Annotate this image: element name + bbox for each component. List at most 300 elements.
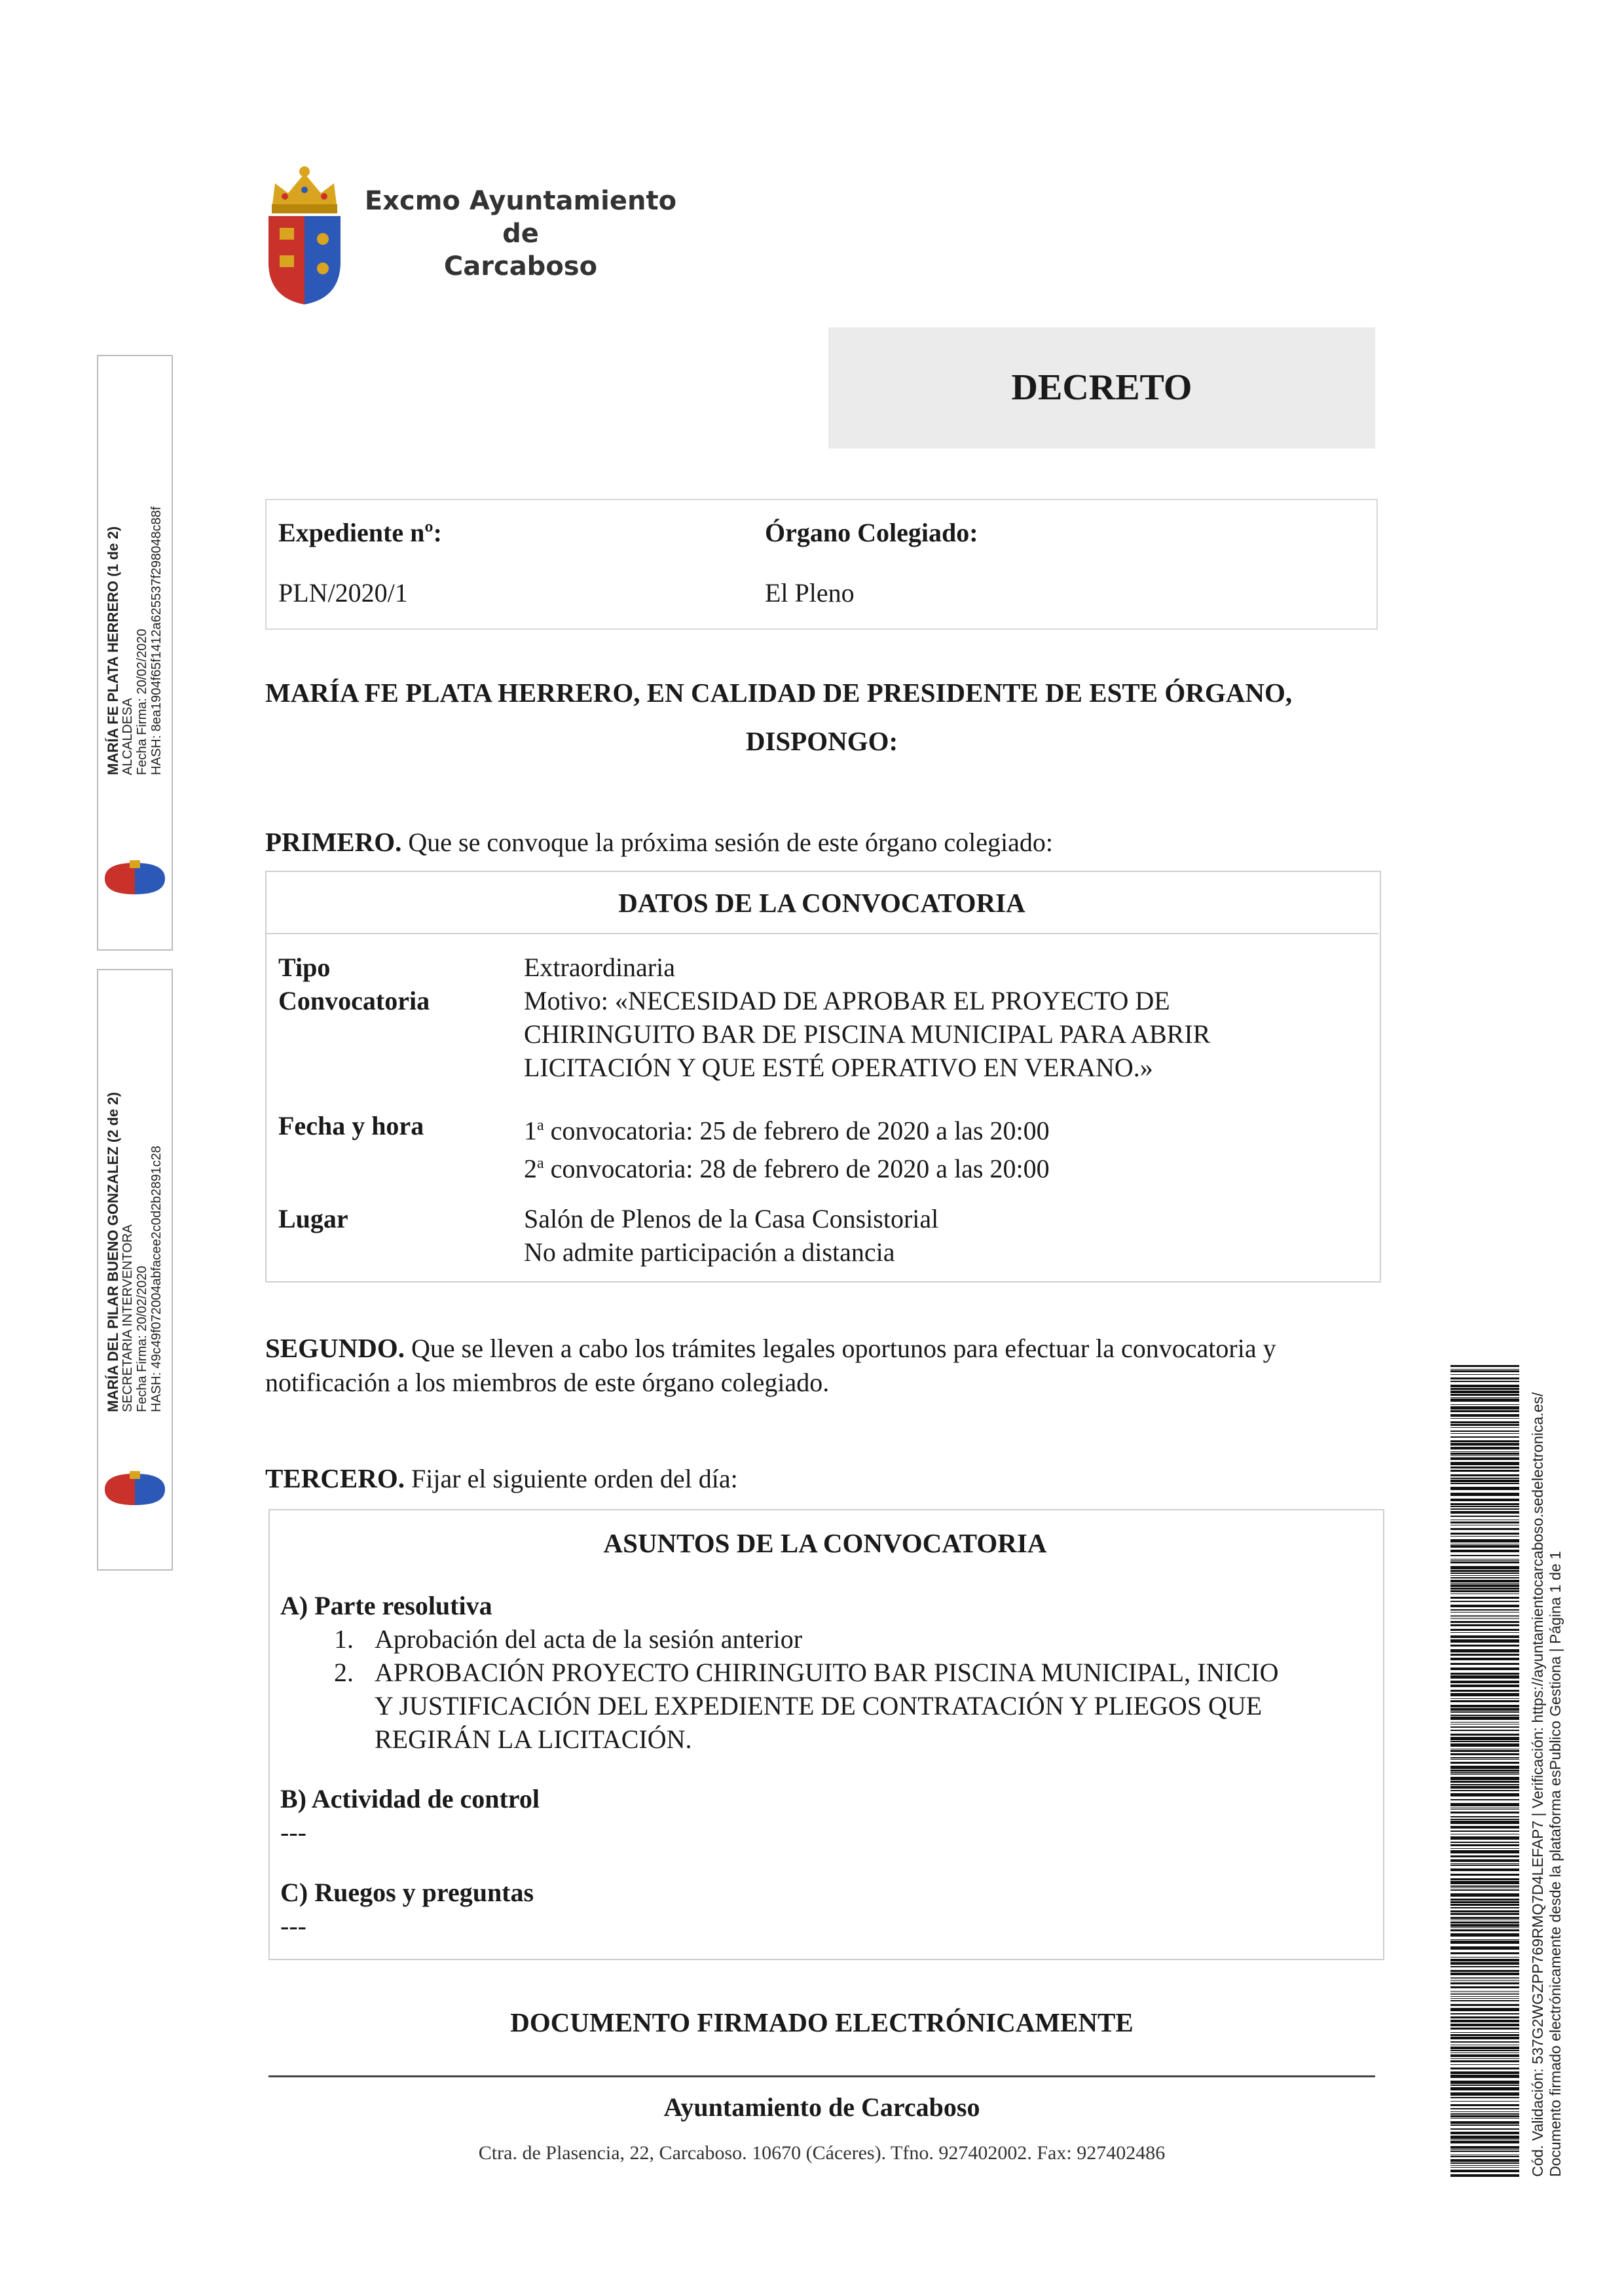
barcode-bar <box>1450 1522 1519 1523</box>
section-c-title: C) Ruegos y preguntas <box>280 1878 534 1907</box>
tipo-value: Extraordinaria <box>524 953 675 982</box>
barcode-bar <box>1450 1826 1519 1829</box>
barcode-bar <box>1450 2149 1519 2150</box>
barcode-bar <box>1450 1865 1519 1866</box>
barcode-bar <box>1450 2124 1519 2126</box>
barcode-bar <box>1450 1946 1519 1950</box>
barcode-bar <box>1450 2151 1519 2152</box>
convocatoria-1-ordinal: a <box>537 1117 544 1134</box>
barcode-bar <box>1450 1506 1519 1507</box>
barcode-bar <box>1450 2020 1519 2022</box>
barcode-bar <box>1450 1734 1519 1736</box>
barcode-bar <box>1450 2032 1519 2033</box>
barcode-bar <box>1450 1440 1519 1442</box>
footer-address: Ctra. de Plasencia, 22, Carcaboso. 10670 (Cáceres). Tfno. 927402002. Fax: 927402486 <box>478 2142 1166 2164</box>
barcode-bar <box>1450 1913 1519 1915</box>
barcode-bar <box>1450 1629 1519 1631</box>
barcode-bar <box>1450 2052 1519 2053</box>
barcode-bar <box>1450 1799 1519 1800</box>
barcode-bar <box>1450 1555 1519 1556</box>
segundo-text-2: notificación a los miembros de este órgano colegiado. <box>265 1368 830 1397</box>
barcode-bar <box>1450 1424 1519 1426</box>
barcode-bar <box>1450 1654 1519 1656</box>
barcode-bar <box>1450 2028 1519 2030</box>
intro-line-2: DISPONGO: <box>745 726 898 756</box>
barcode-bar <box>1450 1457 1519 1460</box>
barcode-bar <box>1450 1962 1519 1965</box>
barcode-bar <box>1450 1418 1519 1419</box>
signature-1-text <box>106 507 164 775</box>
barcode-bar <box>1450 1899 1519 1901</box>
datos-title: DATOS DE LA CONVOCATORIA <box>618 888 1025 918</box>
barcode-bar <box>1450 1850 1519 1853</box>
barcode-bar <box>1450 1470 1519 1472</box>
barcode-bar <box>1450 1616 1519 1617</box>
barcode-bar <box>1450 1550 1519 1552</box>
datos-title-divider <box>265 933 1378 934</box>
primero-paragraph <box>265 825 1378 860</box>
barcode-bar <box>1450 1881 1519 1884</box>
barcode-bar <box>1450 1836 1519 1840</box>
barcode-bar <box>1450 1982 1519 1984</box>
barcode-bar <box>1450 1583 1519 1584</box>
barcode-bar <box>1450 1886 1519 1887</box>
motivo-line-2: CHIRINGUITO BAR DE PISCINA MUNICIPAL PARA ABRIR <box>524 1019 1211 1049</box>
barcode-bar <box>1450 1377 1519 1379</box>
signature-1-date: Fecha Firma: 20/02/2020 <box>135 629 149 775</box>
barcode-bar <box>1450 2132 1519 2134</box>
verification-line-1: Cód. Validación: 537G2WGZPP769RMQ7D4LEFAP7 | Verificación: https://ayuntamientocarcaboso.sedelectronica.es/ <box>1529 1392 1546 2177</box>
barcode-bar <box>1450 1812 1519 1813</box>
barcode-bar <box>1450 1717 1519 1720</box>
barcode-bar <box>1450 1410 1519 1412</box>
barcode-bar <box>1450 1499 1519 1501</box>
barcode-bar <box>1450 1478 1519 1479</box>
barcode-bar <box>1450 1939 1519 1940</box>
barcode-bar <box>1450 1503 1519 1505</box>
convocatoria-1-number: 1 <box>524 1116 537 1146</box>
barcode-bar <box>1450 1404 1519 1405</box>
barcode-bar <box>1450 2174 1519 2177</box>
signature-2-name: MARÍA DEL PILAR BUENO GONZALEZ (2 de 2) <box>105 1092 121 1412</box>
barcode-bar <box>1450 1511 1519 1514</box>
barcode-bar <box>1450 1673 1519 1675</box>
barcode-bar <box>1450 1786 1519 1789</box>
barcode-bar <box>1450 1819 1519 1820</box>
lugar-value-block <box>524 1202 1369 1269</box>
barcode-bar <box>1450 1575 1519 1576</box>
barcode-bar <box>1450 1959 1519 1961</box>
barcode-bar <box>1450 1766 1519 1769</box>
barcode-bar <box>1450 1453 1519 1455</box>
barcode-bar <box>1450 1427 1519 1428</box>
barcode-bar <box>1450 1907 1519 1908</box>
signature-1-seal-icon <box>103 860 166 897</box>
barcode-bar <box>1450 1508 1519 1510</box>
segundo-paragraph <box>265 1331 1392 1400</box>
organization-name <box>354 185 688 283</box>
barcode-bar <box>1450 1455 1519 1456</box>
barcode-bar <box>1450 1759 1519 1760</box>
barcode-bar <box>1450 1421 1519 1423</box>
barcode-bar <box>1450 2115 1519 2117</box>
barcode-bar <box>1450 1901 1519 1903</box>
signature-2-role: SECRETARIA INTERVENTORA <box>120 1224 135 1412</box>
barcode-bar <box>1450 1831 1519 1832</box>
fecha-value-block <box>524 1109 1369 1186</box>
barcode-bar <box>1450 1430 1519 1432</box>
barcode-bar <box>1450 1649 1519 1652</box>
organo-label: Órgano Colegiado: <box>765 518 978 547</box>
barcode-bar <box>1450 1397 1519 1398</box>
barcode-bar <box>1450 1996 1519 1997</box>
barcode-bar <box>1450 1859 1519 1862</box>
tipo-value-block <box>524 951 1369 1084</box>
barcode-bar <box>1450 1784 1519 1785</box>
primero-heading: PRIMERO. <box>265 827 402 857</box>
barcode-bar <box>1450 1929 1519 1931</box>
barcode-bar <box>1450 1385 1519 1387</box>
barcode-bar <box>1450 1560 1519 1561</box>
barcode-bar <box>1450 1708 1519 1711</box>
barcode-bar <box>1450 1394 1519 1396</box>
barcode-bar <box>1450 1570 1519 1572</box>
barcode-bar <box>1450 1737 1519 1740</box>
barcode-bar <box>1450 1893 1519 1897</box>
barcode-bar <box>1450 2146 1519 2149</box>
tipo-label-line-2: Convocatoria <box>278 986 430 1015</box>
verification-text <box>1529 1393 1564 2177</box>
item-1-text: Aprobación del acta de la sesión anterior <box>375 1624 803 1654</box>
barcode-bar <box>1450 1910 1519 1912</box>
barcode-bar <box>1450 2064 1519 2065</box>
barcode-bar <box>1450 2136 1519 2139</box>
barcode-bar <box>1450 1685 1519 1687</box>
barcode-bar <box>1450 2111 1519 2112</box>
barcode-bar <box>1450 1663 1519 1665</box>
barcode-bar <box>1450 1374 1519 1375</box>
barcode-bar <box>1450 2013 1519 2014</box>
barcode-bar <box>1450 1750 1519 1752</box>
barcode-bar <box>1450 1615 1519 1616</box>
barcode-bar <box>1450 2024 1519 2026</box>
item-1-number: 1. <box>334 1624 354 1654</box>
barcode-bar <box>1450 1774 1519 1775</box>
barcode-bar <box>1450 1887 1519 1888</box>
barcode-bar <box>1450 2170 1519 2172</box>
barcode-bar <box>1450 2113 1519 2115</box>
motivo-line-3: LICITACIÓN Y QUE ESTÉ OPERATIVO EN VERANO.» <box>524 1053 1153 1082</box>
barcode-bar <box>1450 1561 1519 1563</box>
barcode-bar <box>1450 2004 1519 2006</box>
barcode-bar <box>1450 2121 1519 2124</box>
barcode-bar <box>1450 1770 1519 1772</box>
barcode-bar <box>1450 1580 1519 1582</box>
barcode-bar <box>1450 1700 1519 1702</box>
signature-box-1 <box>97 355 173 951</box>
org-name-line-1: Excmo Ayuntamiento <box>364 186 677 216</box>
barcode-bar <box>1450 1980 1519 1981</box>
barcode-bar <box>1450 1848 1519 1849</box>
barcode-bar <box>1450 1443 1519 1446</box>
tercero-paragraph <box>265 1461 1378 1496</box>
item-2-line-3: REGIRÁN LA LICITACIÓN. <box>375 1724 692 1754</box>
barcode-bar <box>1450 1844 1519 1846</box>
barcode-bar <box>1450 1904 1519 1906</box>
barcode-bar <box>1450 2087 1519 2090</box>
item-2-text <box>375 1656 1370 1756</box>
barcode-bar <box>1450 1605 1519 1607</box>
barcode-bar <box>1450 1743 1519 1747</box>
barcode-bar <box>1450 2167 1519 2168</box>
intro-line-1: MARÍA FE PLATA HERRERO, EN CALIDAD DE PRESIDENTE DE ESTE ÓRGANO, <box>265 678 1293 708</box>
barcode-bar <box>1450 2104 1519 2106</box>
signature-2-hash: HASH: 49c49f072004abfacee2c0d2b2891c28 <box>149 1146 164 1412</box>
barcode-bar <box>1450 1483 1519 1484</box>
barcode-bar <box>1450 1436 1519 1438</box>
barcode-bar <box>1450 1889 1519 1891</box>
barcode-bar <box>1450 2162 1519 2164</box>
item-2-line-1: APROBACIÓN PROYECTO CHIRINGUITO BAR PISCINA MUNICIPAL, INICIO <box>375 1658 1279 1687</box>
barcode-bar <box>1450 2060 1519 2062</box>
barcode-bar <box>1450 1952 1519 1954</box>
barcode-bar <box>1450 2008 1519 2011</box>
barcode-bar <box>1450 1388 1519 1390</box>
barcode-bar <box>1450 2016 1519 2018</box>
barcode-bar <box>1450 1369 1519 1370</box>
barcode-bar <box>1450 1480 1519 1482</box>
section-a-title: A) Parte resolutiva <box>280 1591 492 1620</box>
expediente-value: PLN/2020/1 <box>278 578 408 608</box>
barcode-bar <box>1450 1601 1519 1602</box>
barcode-bar <box>1450 1941 1519 1944</box>
barcode-bar <box>1450 1790 1519 1791</box>
barcode-bar <box>1450 1447 1519 1449</box>
verification-barcode <box>1450 1365 1519 2177</box>
barcode-bar <box>1450 1573 1519 1574</box>
barcode-bar <box>1450 1536 1519 1537</box>
motivo-line-1: Motivo: «NECESIDAD DE APROBAR EL PROYECTO DE <box>524 986 1170 1015</box>
barcode-bar <box>1450 2000 1519 2001</box>
barcode-bar <box>1450 1658 1519 1660</box>
barcode-bar <box>1450 1966 1519 1967</box>
barcode-bar <box>1450 1863 1519 1864</box>
organo-value: El Pleno <box>765 578 855 608</box>
signature-2-seal-icon <box>103 1471 166 1508</box>
barcode-bar <box>1450 1991 1519 1992</box>
barcode-bar <box>1450 2047 1519 2049</box>
barcode-bar <box>1450 1414 1519 1417</box>
barcode-bar <box>1450 2034 1519 2036</box>
barcode-bar <box>1450 1667 1519 1670</box>
barcode-bar <box>1450 1433 1519 1434</box>
barcode-bar <box>1450 1590 1519 1592</box>
barcode-bar <box>1450 1970 1519 1972</box>
barcode-bar <box>1450 1624 1519 1626</box>
coat-of-arms-icon <box>265 164 344 308</box>
barcode-bar <box>1450 2165 1519 2166</box>
barcode-bar <box>1450 1816 1519 1817</box>
barcode-bar <box>1450 1621 1519 1623</box>
barcode-bar <box>1450 1809 1519 1810</box>
signature-1-hash: HASH: 8ea1904f65f1412a625537f298048c88f <box>149 506 164 775</box>
barcode-bar <box>1450 1986 1519 1988</box>
barcode-bar <box>1450 1577 1519 1578</box>
barcode-bar <box>1450 2141 1519 2143</box>
signature-box-2 <box>97 969 173 1571</box>
barcode-bar <box>1450 2097 1519 2098</box>
segundo-heading: SEGUNDO. <box>265 1333 405 1363</box>
item-2-number: 2. <box>334 1658 354 1687</box>
tipo-label <box>278 951 430 1017</box>
document-type-title: DECRETO <box>1011 367 1192 408</box>
barcode-bar <box>1450 1584 1519 1587</box>
barcode-bar <box>1450 1878 1519 1880</box>
barcode-bar <box>1450 1539 1519 1542</box>
lugar-label: Lugar <box>278 1204 348 1233</box>
barcode-bar <box>1450 1868 1519 1871</box>
barcode-bar <box>1450 1467 1519 1468</box>
barcode-bar <box>1450 1690 1519 1692</box>
footer-divider <box>268 2075 1375 2077</box>
barcode-bar <box>1450 2108 1519 2109</box>
barcode-bar <box>1450 1487 1519 1490</box>
tercero-heading: TERCERO. <box>265 1463 405 1493</box>
barcode-bar <box>1450 1370 1519 1372</box>
barcode-bar <box>1450 1406 1519 1410</box>
primero-text: Que se convoque la próxima sesión de este órgano colegiado: <box>408 828 1053 857</box>
barcode-bar <box>1450 1588 1519 1590</box>
barcode-bar <box>1450 1632 1519 1633</box>
signed-notice: DOCUMENTO FIRMADO ELECTRÓNICAMENTE <box>510 2007 1134 2037</box>
barcode-bar <box>1450 1705 1519 1707</box>
org-name-line-3: Carcaboso <box>443 251 598 282</box>
barcode-bar <box>1450 1753 1519 1755</box>
barcode-bar <box>1450 1973 1519 1975</box>
barcode-bar <box>1450 1757 1519 1758</box>
barcode-bar <box>1450 2075 1519 2078</box>
section-b-value: --- <box>280 1817 306 1847</box>
barcode-bar <box>1450 1762 1519 1764</box>
barcode-bar <box>1450 1545 1519 1548</box>
barcode-bar <box>1450 2054 1519 2057</box>
barcode-bar <box>1450 2081 1519 2084</box>
item-2-line-2: Y JUSTIFICACIÓN DEL EXPEDIENTE DE CONTRATACIÓN Y PLIEGOS QUE <box>375 1691 1263 1721</box>
barcode-bar <box>1450 1462 1519 1465</box>
barcode-bar <box>1450 1391 1519 1393</box>
barcode-bar <box>1450 1821 1519 1824</box>
barcode-bar <box>1450 2050 1519 2051</box>
barcode-bar <box>1450 1994 1519 1995</box>
convocatoria-1-text: convocatoria: 25 de febrero de 2020 a las 20:00 <box>544 1116 1050 1146</box>
tercero-text: Fijar el siguiente orden del día: <box>411 1464 738 1493</box>
barcode-bar <box>1450 1681 1519 1683</box>
footer-org-name: Ayuntamiento de Carcaboso <box>663 2092 980 2122</box>
barcode-bar <box>1450 2159 1519 2162</box>
convocatoria-2-text: convocatoria: 28 de febrero de 2020 a las 20:00 <box>544 1154 1050 1184</box>
barcode-bar <box>1450 1781 1519 1783</box>
barcode-bar <box>1450 1993 1519 1994</box>
barcode-bar <box>1450 1618 1519 1619</box>
barcode-bar <box>1450 1874 1519 1876</box>
barcode-bar <box>1450 1772 1519 1774</box>
fecha-label: Fecha y hora <box>278 1111 424 1140</box>
barcode-bar <box>1450 2101 1519 2102</box>
barcode-bar <box>1450 1698 1519 1699</box>
barcode-bar <box>1450 1566 1519 1569</box>
section-b-title: B) Actividad de control <box>280 1784 540 1813</box>
barcode-bar <box>1450 2041 1519 2043</box>
convocatoria-2-number: 2 <box>524 1154 537 1184</box>
barcode-bar <box>1450 1516 1519 1517</box>
barcode-bar <box>1450 1365 1519 1367</box>
barcode-bar <box>1450 1741 1519 1742</box>
barcode-bar <box>1450 2118 1519 2119</box>
barcode-bar <box>1450 1803 1519 1806</box>
barcode-bar <box>1450 1922 1519 1923</box>
barcode-bar <box>1450 1715 1519 1716</box>
segundo-text-1: Que se lleven a cabo los trámites legales oportunos para efectuar la convocatoria y <box>411 1334 1276 1363</box>
barcode-bar <box>1450 2085 1519 2086</box>
barcode-bar <box>1450 1528 1519 1530</box>
asuntos-title: ASUNTOS DE LA CONVOCATORIA <box>603 1528 1047 1558</box>
barcode-bar <box>1450 2058 1519 2059</box>
barcode-bar <box>1450 1381 1519 1382</box>
barcode-bar <box>1450 1998 1519 1999</box>
org-name-line-2: de <box>502 219 539 249</box>
barcode-bar <box>1450 2092 1519 2096</box>
lugar-line-1: Salón de Plenos de la Casa Consistorial <box>524 1204 939 1233</box>
barcode-bar <box>1450 1978 1519 1979</box>
convocatoria-1 <box>524 1109 1369 1147</box>
barcode-bar <box>1450 1927 1519 1928</box>
barcode-bar <box>1450 1639 1519 1643</box>
lugar-line-2: No admite participación a distancia <box>524 1237 895 1267</box>
convocatoria-2 <box>524 1147 1369 1185</box>
signature-2-date: Fecha Firma: 20/02/2020 <box>135 1266 149 1412</box>
tipo-label-line-1: Tipo <box>278 953 331 982</box>
barcode-bar <box>1450 1597 1519 1599</box>
barcode-bar <box>1450 1711 1519 1713</box>
barcode-bar <box>1450 1398 1519 1402</box>
barcode-bar <box>1450 1609 1519 1611</box>
document-type-banner <box>828 327 1375 448</box>
barcode-bar <box>1450 1793 1519 1796</box>
barcode-bar <box>1450 1933 1519 1937</box>
signature-1-role: ALCALDESA <box>120 698 135 775</box>
barcode-bar <box>1450 1645 1519 1647</box>
barcode-bar <box>1450 1777 1519 1780</box>
barcode-bar <box>1450 2068 1519 2069</box>
barcode-bar <box>1450 1726 1519 1728</box>
barcode-bar <box>1450 1533 1519 1535</box>
barcode-bar <box>1450 2037 1519 2039</box>
barcode-bar <box>1450 2071 1519 2074</box>
barcode-bar <box>1450 2156 1519 2157</box>
barcode-bar <box>1450 2128 1519 2130</box>
barcode-bar <box>1450 1493 1519 1496</box>
barcode-bar <box>1450 1855 1519 1857</box>
signature-1-name: MARÍA FE PLATA HERRERO (1 de 2) <box>105 526 121 775</box>
signature-2-text <box>106 1092 164 1412</box>
barcode-bar <box>1450 1730 1519 1731</box>
section-c-value: --- <box>280 1911 306 1941</box>
expediente-label: Expediente nº: <box>278 518 442 547</box>
barcode-bar <box>1450 1451 1519 1452</box>
barcode-bar <box>1450 1924 1519 1927</box>
barcode-bar <box>1450 1957 1519 1958</box>
barcode-bar <box>1450 1842 1519 1843</box>
